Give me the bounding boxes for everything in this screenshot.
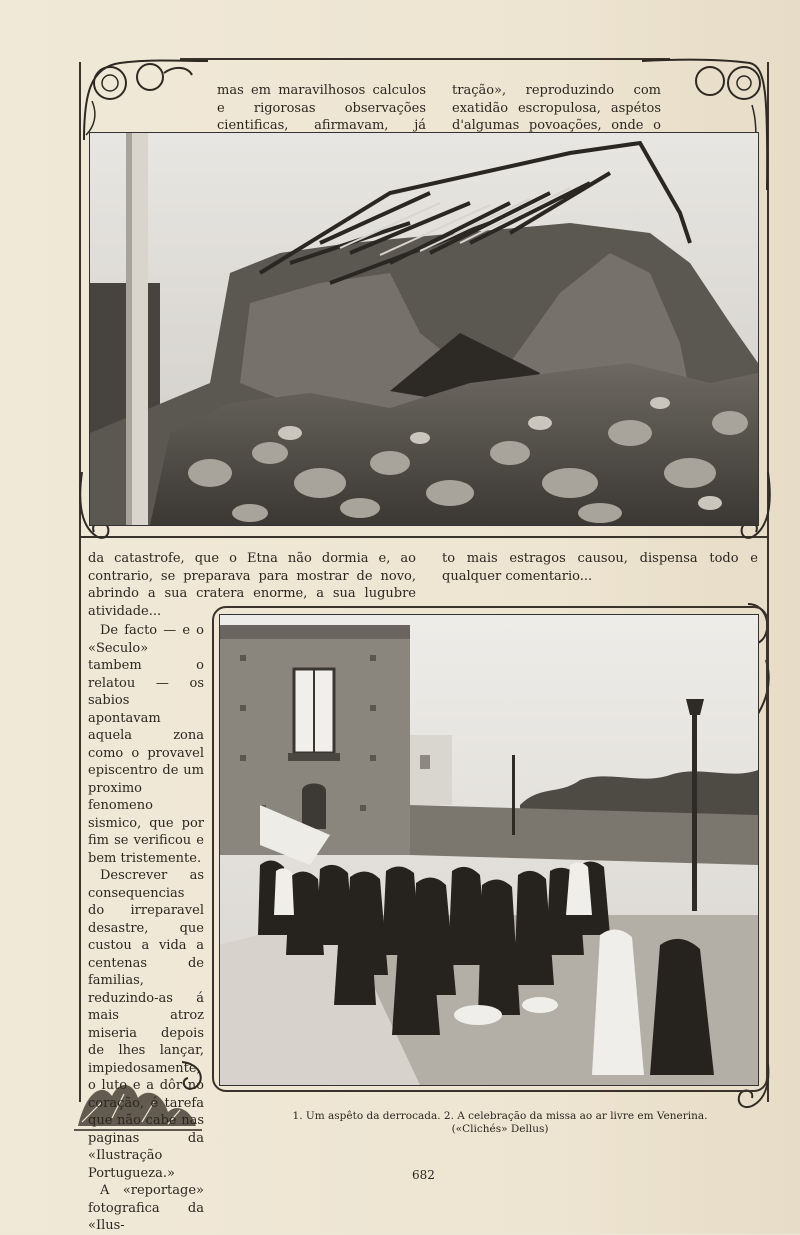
figure-caption-line1: 1. Um aspêto da derrocada. 2. A celebração da missa ao ar livre em Venerina. — [292, 1110, 708, 1122]
frame-rule-mid — [80, 536, 768, 538]
figure-caption — [270, 1110, 730, 1136]
article-column-mid-right: to mais estragos causou, dispensa todo e qualquer comentario... — [442, 551, 758, 584]
frame-rule-left — [79, 62, 81, 1102]
article-column-top-right: tração», reproduzindo com exatidão escropulosa, aspétos d'algumas povoações, onde o — [452, 83, 661, 133]
article-column-mid-left: da catastrofe, que o Etna não dormia e, ao contrario, se preparava para mostrar de novo, abrindo a sua cratera enorme, a sua lugubre atividade... — [88, 551, 416, 619]
article-narrow-column — [88, 622, 204, 1235]
article-column-top-left: mas em maravilhosos calculos e rigorosas observações cientificas, afirmavam, já — [217, 83, 426, 133]
page-number: 682 — [412, 1168, 435, 1182]
photo-open-air-mass-venerina — [219, 614, 759, 1086]
paragraph-descrever: Descrever as consequencias do irreparavel desastre, que custou a vida a centenas de familias, reduzindo-as á mais atroz miseria depois de lhes lançar, impiedosamente, o luto e a dôr no coração, é tarefa que não cabe nas paginas da «Ilustração Portugueza.» — [88, 868, 204, 1181]
paragraph-de-facto: De facto — e o «Seculo» tambem o relatou — os sabios apontavam aquela zona como o provavel episcentro de um proximo fenomeno sismico, que por fim se verificou e bem tristemente. — [88, 623, 204, 866]
frame-rule-top — [180, 58, 670, 60]
paragraph-reportage: A «reportage» fotografica da «Ilus- — [88, 1183, 204, 1233]
photo-collapsed-house-ruins — [89, 132, 759, 526]
figure-caption-credit: («Clichés» Dellus) — [451, 1123, 549, 1135]
